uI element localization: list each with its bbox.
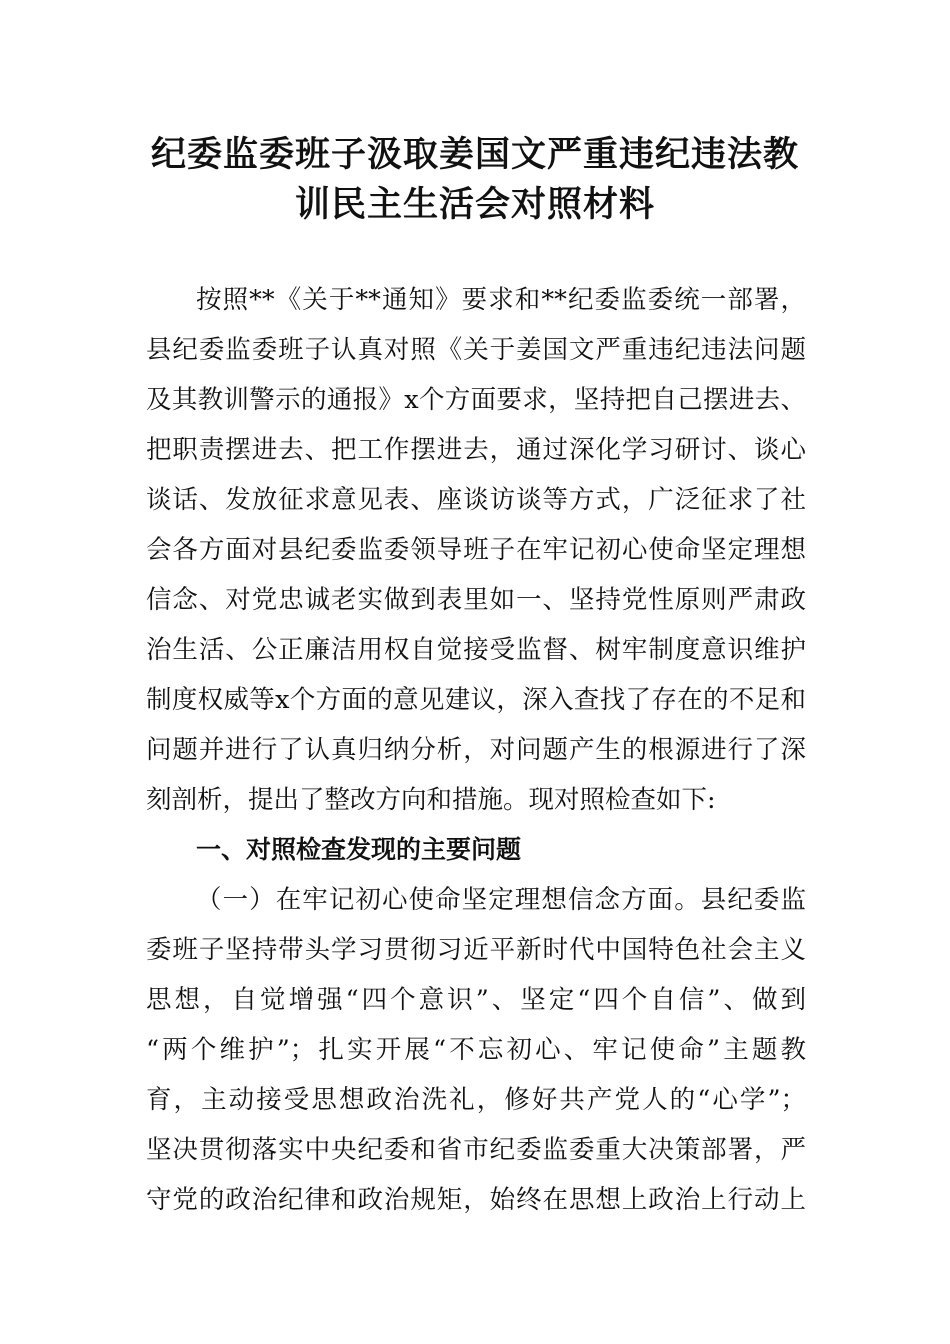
intro-line: 刻剖析，提出了整改方向和措施。现对照检查如下:	[146, 785, 716, 815]
section-line: （一）在牢记初心使命坚定理想信念方面。县纪委监	[196, 885, 806, 915]
intro-line: 治生活、公正廉洁用权自觉接受监督、树牢制度意识维护	[146, 635, 806, 665]
intro-line: 按照**《关于**通知》要求和**纪委监委统一部署，	[196, 285, 806, 315]
section-line: “两个维护”；扎实开展“不忘初心、牢记使命”主题教	[146, 1035, 806, 1065]
section-line: 守党的政治纪律和政治规矩，始终在思想上政治上行动上	[146, 1185, 806, 1215]
section-line: 委班子坚持带头学习贯彻习近平新时代中国特色社会主义	[146, 935, 806, 965]
intro-line: 制度权威等x个方面的意见建议，深入查找了存在的不足和	[146, 685, 806, 715]
intro-line: 县纪委监委班子认真对照《关于姜国文严重违纪违法问题	[146, 335, 806, 365]
document-title-line-1: 纪委监委班子汲取姜国文严重违纪违法教	[150, 135, 799, 175]
intro-line: 及其教训警示的通报》x个方面要求，坚持把自己摆进去、	[146, 385, 806, 415]
section-heading: 一、对照检查发现的主要问题	[196, 835, 522, 864]
section-line: 坚决贯彻落实中央纪委和省市纪委监委重大决策部署，严	[146, 1135, 806, 1165]
intro-line: 问题并进行了认真归纳分析，对问题产生的根源进行了深	[146, 735, 806, 765]
intro-line: 会各方面对县纪委监委领导班子在牢记初心使命坚定理想	[146, 535, 806, 565]
document-title-line-2: 训民主生活会对照材料	[294, 185, 655, 225]
intro-line: 把职责摆进去、把工作摆进去，通过深化学习研讨、谈心	[146, 435, 806, 465]
intro-line: 谈话、发放征求意见表、座谈访谈等方式，广泛征求了社	[146, 485, 806, 515]
section-line: 思想，自觉增强“四个意识”、坚定“四个自信”、做到	[146, 985, 806, 1015]
intro-line: 信念、对党忠诚老实做到表里如一、坚持党性原则严肃政	[146, 585, 806, 615]
section-line: 育，主动接受思想政治洗礼，修好共产党人的“心学”；	[146, 1085, 806, 1115]
